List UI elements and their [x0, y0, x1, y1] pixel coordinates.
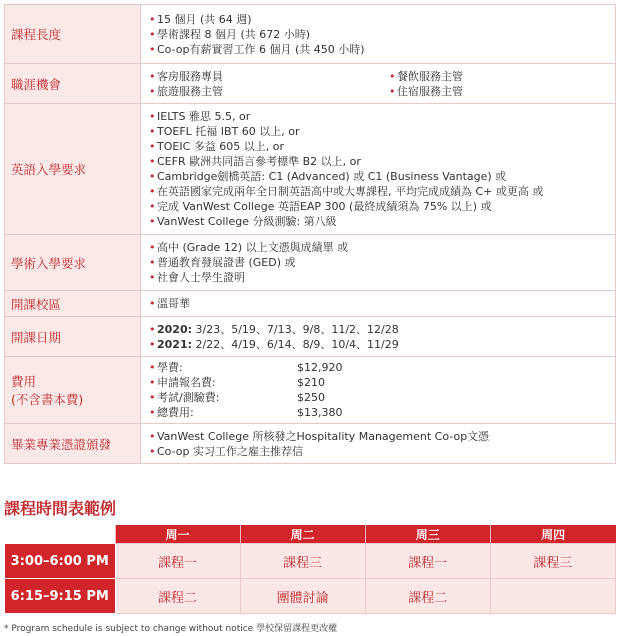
schedule-cell: 課程二	[115, 579, 240, 614]
fee-name: • 申請報名費:	[157, 376, 216, 389]
schedule-cell	[490, 579, 615, 614]
list-item: • 高中 (Grade 12) 以上文憑與成績單 或	[149, 240, 609, 255]
year-label: 2020:	[157, 322, 193, 336]
fee-item	[149, 375, 609, 390]
label-career: 職涯機會	[5, 64, 141, 104]
fee-amount: $12,920	[297, 361, 343, 374]
schedule-title: 課程時間表範例	[4, 499, 117, 518]
label-campus: 開課校區	[5, 291, 141, 317]
label-academic: 學術入學要求	[5, 235, 141, 291]
day-header: 周二	[240, 525, 365, 544]
schedule-header-row	[5, 525, 616, 544]
row-fees	[5, 357, 616, 424]
row-english	[5, 104, 616, 235]
fee-name: • 考試/測驗費:	[157, 391, 220, 404]
time-slot: 3:00–6:00 PM	[5, 544, 116, 579]
fee-item	[149, 405, 609, 420]
list-item: • TOEIC 多益 605 以上, or	[149, 139, 609, 154]
list-item: • 住宿服務主管	[389, 84, 621, 99]
label-dates: 開課日期	[5, 317, 141, 357]
academic-list	[149, 240, 609, 285]
schedule-cell: 團體討論	[240, 579, 365, 614]
list-item: • VanWest College 所核發之Hospitality Management Co-op文憑	[149, 429, 609, 444]
list-item: • 餐飲服務主管	[389, 69, 621, 84]
schedule-cell: 課程一	[365, 544, 490, 579]
fees-label-line2: (不含書本費)	[11, 392, 84, 407]
schedule-row	[5, 579, 616, 614]
list-item	[149, 337, 609, 352]
schedule-cell: 課程一	[115, 544, 240, 579]
list-item: • VanWest College 分級測驗: 第八級	[149, 214, 609, 229]
list-item	[149, 322, 609, 337]
list-item: • 旅遊服務主管	[149, 84, 389, 99]
list-item: • Co-op 实习工作之雇主推荐信	[149, 444, 609, 459]
label-duration: 課程長度	[5, 5, 141, 64]
career-list-1	[149, 69, 389, 99]
list-item: • 普通教育發展證書 (GED) 或	[149, 255, 609, 270]
fee-item	[149, 360, 609, 375]
fee-name: • 總費用:	[157, 406, 194, 419]
list-item: • TOEFL 托福 IBT 60 以上, or	[149, 124, 609, 139]
list-item: • CEFR 歐洲共同語言參考標準 B2 以上, or	[149, 154, 609, 169]
fee-item	[149, 390, 609, 405]
fee-amount: $210	[297, 376, 325, 389]
label-fees	[5, 357, 141, 424]
program-info-table	[4, 4, 616, 464]
list-item: • 溫哥華	[149, 296, 609, 311]
schedule-cell: 課程三	[240, 544, 365, 579]
list-item: • Co-op有薪實習工作 6 個月 (共 450 小時)	[149, 42, 609, 57]
schedule-cell: 課程三	[490, 544, 615, 579]
schedule-footnote: * Program schedule is subject to change without notice 學校保留課程更改權	[4, 624, 338, 634]
list-item: • 客房服務專員	[149, 69, 389, 84]
fee-name: • 學費:	[157, 361, 183, 374]
year-label: 2021:	[157, 337, 193, 351]
campus-list	[149, 296, 609, 311]
fees-list	[149, 360, 609, 420]
career-columns	[149, 69, 609, 99]
row-duration	[5, 5, 616, 64]
time-slot: 6:15–9:15 PM	[5, 579, 116, 614]
list-item: • 15 個月 (共 64 週)	[149, 12, 609, 27]
list-item: • 社會人士學生證明	[149, 270, 609, 285]
fee-amount: $250	[297, 391, 325, 404]
row-dates	[5, 317, 616, 357]
list-item: • Cambridge劍橋英語: C1 (Advanced) 或 C1 (Business Vantage) 或	[149, 169, 609, 184]
row-career	[5, 64, 616, 104]
schedule-row	[5, 544, 616, 579]
schedule-table	[4, 525, 616, 614]
list-item: • 學術課程 8 個月 (共 672 小時)	[149, 27, 609, 42]
day-header: 周三	[365, 525, 490, 544]
dates-list	[149, 322, 609, 352]
duration-list	[149, 12, 609, 57]
fees-label-line1: 費用	[11, 374, 37, 389]
list-item: • 完成 VanWest College 英語EAP 300 (最終成績須為 75% 以上) 或	[149, 199, 609, 214]
certificate-list	[149, 429, 609, 459]
date-values: 2/22、4/19、6/14、8/9、10/4、11/29	[195, 337, 399, 351]
schedule-cell: 課程二	[365, 579, 490, 614]
row-academic	[5, 235, 616, 291]
row-certificate	[5, 424, 616, 464]
label-english: 英語入學要求	[5, 104, 141, 235]
schedule-corner	[5, 525, 116, 544]
list-item: • IELTS 雅思 5.5, or	[149, 109, 609, 124]
row-campus	[5, 291, 616, 317]
date-values: 3/23、5/19、7/13、9/8、11/2、12/28	[195, 322, 399, 336]
fee-amount: $13,380	[297, 406, 343, 419]
list-item: • 在英語國家完成兩年全日制英語高中或大專課程, 平均完成成績為 C+ 或更高 或	[149, 184, 609, 199]
day-header: 周四	[490, 525, 615, 544]
career-list-2	[389, 69, 621, 99]
day-header: 周一	[115, 525, 240, 544]
label-certificate: 畢業專業憑證頒發	[5, 424, 141, 464]
english-list	[149, 109, 609, 229]
